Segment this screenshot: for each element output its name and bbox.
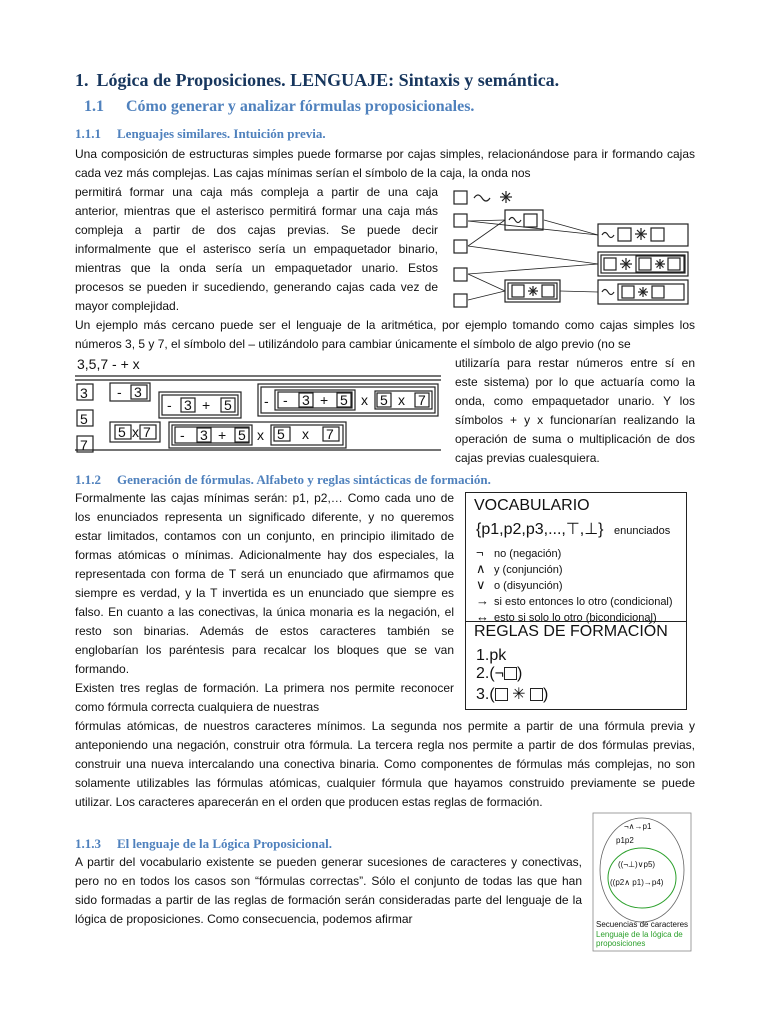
box-icon — [530, 688, 543, 701]
heading-1-1-3: 1.1.3 El lenguaje de la Lógica Proposicional. — [75, 836, 332, 851]
paragraph-language: A partir del vocabulario existente se pueden generar sucesiones de caracteres y conectivas, pero no en todos los casos son “fórmulas correctas”. Sólo el conjunto de todas las que han sido formadas a partir de las reglas de formación serán consideradas parte del lenguaje de la lógica de proposiciones. Como consecuencia, podemos afirmar — [75, 855, 582, 926]
svg-text:7: 7 — [80, 437, 88, 453]
venn-diagram — [592, 812, 692, 952]
svg-text:+: + — [202, 397, 211, 413]
svg-text:x: x — [398, 392, 405, 408]
svg-text:5: 5 — [277, 426, 285, 442]
heading-1-1: 1.1 Cómo generar y analizar fórmulas proposicionales. — [84, 98, 475, 115]
paragraph-arithmetic-cont: utilizaría para restar números entre sí en este sistema) por lo que actuaría como la onda, como empaquetador unario. Y los símbolos + y x funcionarían realizando la operación de suma o multiplicación de dos cajas previas cualesquiera. — [455, 356, 695, 465]
vocabulary-set: {p1,p2,p3,...,⊤,⊥} enunciados — [476, 521, 671, 538]
svg-text:5: 5 — [224, 397, 232, 413]
venn-expr-4: ((p2∧ p1)→p4) — [610, 878, 664, 887]
svg-text:3: 3 — [184, 397, 192, 413]
venn-inner-label: Lenguaje de la lógica de proposiciones — [596, 930, 683, 948]
rule-1: 1.pk — [476, 647, 507, 664]
vocab-item-biconditional: ↔ esto si solo lo otro (bicondicional) — [476, 609, 657, 624]
svg-text:5: 5 — [340, 392, 348, 408]
svg-text:-: - — [283, 392, 288, 408]
paragraph-formal-atoms: Formalmente las cajas mínimas serán: p1, p2,… Como cada uno de los enunciados representa un significado diferente, y no queremos estar limitados, contamos con un conjunto, en principio ilimitado de formas atómicas o mínimas. Adicionalmente hay dos especiales, la representada con forma de T será un enunciado que afirmamos que siempre es verdad, y la T invertida es un enunciado que siempre es falso. En cuanto a las conectivas, la única monaria es la negación, el resto son binarias. Además de estos caracteres también se englobarían los paréntesis para recalcar los bloques que se van formando. — [75, 491, 454, 676]
vocab-item-conjunction: ∧ y (conjunción) — [476, 561, 563, 576]
venn-outer-label: Secuencias de caracteres — [596, 920, 689, 929]
svg-text:-: - — [180, 427, 185, 443]
svg-text:3: 3 — [134, 384, 142, 400]
svg-text:+: + — [218, 427, 227, 443]
rule-3: 3.( ✳ ) — [476, 686, 549, 703]
box-icon — [504, 667, 517, 680]
rules-title: REGLAS DE FORMACIÓN — [474, 623, 668, 640]
svg-text:-: - — [117, 384, 122, 400]
box-icon — [495, 688, 508, 701]
svg-text:3: 3 — [200, 427, 208, 443]
vocabulary-box — [465, 492, 687, 710]
paragraph-arithmetic: Un ejemplo más cercano puede ser el lenguaje de la aritmética, por ejemplo tomando como cajas simples los números 3, 5 y 7, el símbolo del – utilizándolo para cambiar únicamente el símbolo de algo previo (no se — [75, 318, 695, 351]
arithmetic-diagram — [75, 354, 443, 456]
venn-expr-3: ((¬⊥)∨p5) — [618, 860, 656, 869]
vocab-divider — [466, 621, 686, 622]
svg-text:5: 5 — [118, 424, 126, 440]
paragraph-rules-a: Existen tres reglas de formación. La primera nos permite reconocer como fórmula correcta cualquiera de nuestras — [75, 681, 454, 714]
svg-text:x: x — [257, 427, 264, 443]
svg-text:x: x — [132, 424, 139, 440]
svg-text:x: x — [361, 392, 368, 408]
svg-text:7: 7 — [143, 424, 151, 440]
svg-text:5: 5 — [380, 392, 388, 408]
heading-1-1-1: 1.1.1 Lenguajes similares. Intuición previa. — [75, 126, 326, 141]
svg-text:5: 5 — [80, 411, 88, 427]
arith-symbols: 3,5,7 - + x — [77, 356, 140, 372]
rule-2: 2.(¬ ) — [476, 665, 523, 682]
boxes-diagram — [450, 184, 695, 316]
vocab-item-negation: ¬ no (negación) — [476, 545, 562, 560]
svg-text:3: 3 — [80, 385, 88, 401]
svg-text:5: 5 — [238, 427, 246, 443]
paragraph-rules-b: fórmulas atómicas, de nuestros caracteres mínimos. La segunda nos permite a partir de una fórmula previa y anteponiendo una negación, construir otra fórmula. La tercera regla nos permite a partir de dos fórmulas previas, construir una nueva intercalando una conectiva binaria. Como componentes de fórmulas más complejas, no son solamente utilizables las fórmulas atómicas, cualquier fórmula que hayamos construido previamente se puede utilizar. Los caracteres aparecerán en el orden que producen estas reglas de formación. — [75, 719, 695, 809]
vocab-item-conditional: → si esto entonces lo otro (condicional) — [476, 593, 673, 608]
vocab-item-disjunction: ∨ o (disyunción) — [476, 577, 563, 592]
venn-expr-1: ¬∧→p1 — [624, 822, 652, 831]
svg-text:7: 7 — [418, 392, 426, 408]
svg-text:3: 3 — [302, 392, 310, 408]
svg-text:-: - — [167, 397, 172, 413]
heading-1: 1. Lógica de Proposiciones. LENGUAJE: Sintaxis y semántica. — [75, 70, 560, 90]
vocabulary-title: VOCABULARIO — [474, 497, 590, 514]
svg-text:7: 7 — [326, 426, 334, 442]
heading-1-1-2: 1.1.2 Generación de fórmulas. Alfabeto y reglas sintácticas de formación. — [75, 472, 491, 487]
svg-text:x: x — [302, 426, 309, 442]
venn-expr-2: p1p2 — [616, 836, 634, 845]
paragraph-boxes-intro: Una composición de estructuras simples puede formarse por cajas simples, relacionándose para ir formando cajas cada vez más complejas. Las cajas mínimas serían el símbolo de la caja, la onda nos — [75, 147, 695, 180]
svg-text:-: - — [264, 393, 269, 409]
paragraph-boxes: permitirá formar una caja más compleja a partir de una caja anterior, mientras que el asterisco permitirá formar una caja más compleja a partir de dos cajas previas. Se puede decir informalmente que el asterisco sería un empaquetador binario, mientras que la onda sería un empaquetador unario. Estos procesos se pueden ir sucediendo, generando cajas cada vez de mayor complejidad. — [75, 185, 438, 313]
svg-text:+: + — [320, 392, 329, 408]
